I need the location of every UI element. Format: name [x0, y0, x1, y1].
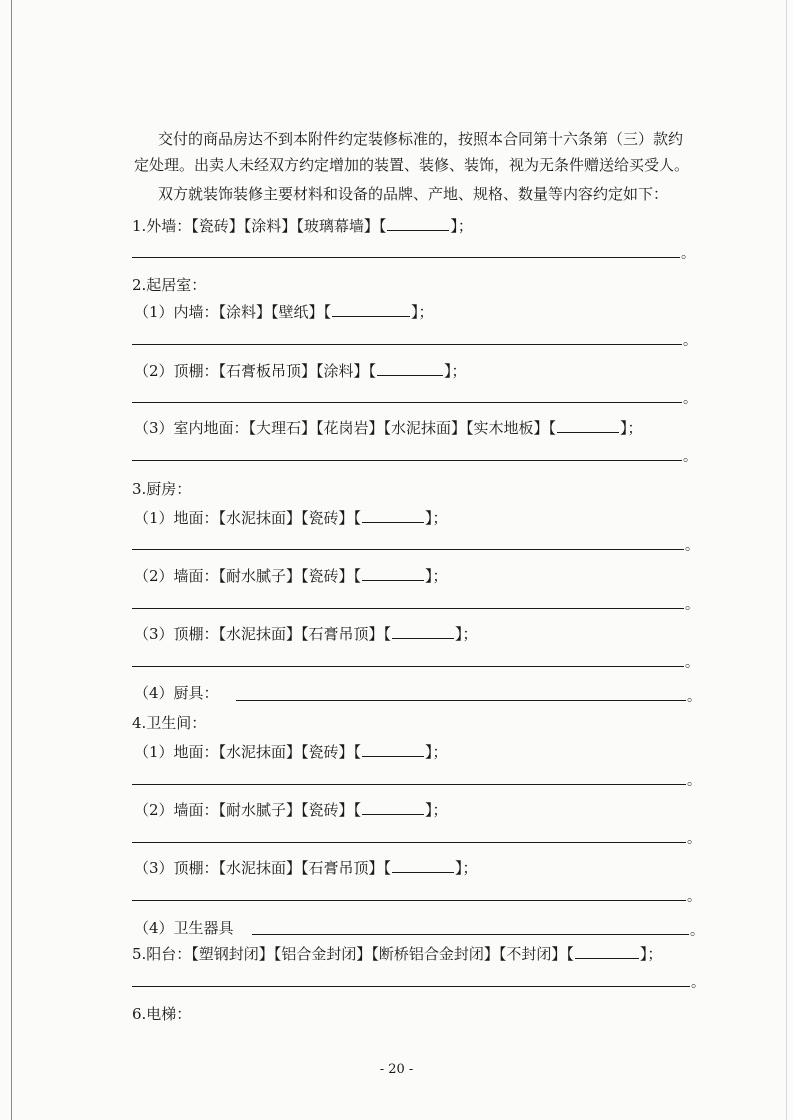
- living-ceiling-label: （2）顶棚：【石膏板吊顶】【涂料】【: [134, 362, 377, 380]
- scan-edge-right: [786, 0, 787, 1120]
- kitchen-appliances-fill-line[interactable]: [236, 700, 686, 701]
- bathroom-ceiling-options: [134, 858, 478, 878]
- bathroom-fixtures-label: （4）卫生器具: [134, 919, 234, 937]
- kitchen-ceiling-fill-line[interactable]: [132, 666, 684, 667]
- living-floor-blank[interactable]: [557, 418, 619, 433]
- bathroom-floor-options: [134, 742, 448, 762]
- kitchen-wall-label: （2）墙面：【耐水腻子】【瓷砖】【: [134, 567, 362, 585]
- living-inner-wall-label: （1）内墙：【涂料】【壁纸】【: [134, 303, 332, 321]
- living-room-heading: 2.起居室：: [132, 276, 207, 294]
- exterior-wall-options: [132, 216, 473, 236]
- bathroom-heading: 4.卫生间：: [132, 714, 207, 732]
- page-number: - 20 -: [379, 1062, 414, 1077]
- bathroom-ceiling-fill-line[interactable]: [132, 900, 686, 901]
- intro-paragraph-line-2: 定处理。出卖人未经双方约定增加的装置、装修、装饰，视为无条件赠送给买受人。: [134, 156, 690, 174]
- bathroom-floor-fill-line[interactable]: [132, 784, 686, 785]
- kitchen-floor-blank[interactable]: [362, 508, 424, 523]
- living-ceiling-blank[interactable]: [377, 361, 443, 376]
- exterior-wall-label: 1.外墙：【瓷砖】【涂料】【玻璃幕墙】【: [132, 217, 387, 235]
- bathroom-floor-label: （1）地面：【水泥抹面】【瓷砖】【: [134, 743, 362, 761]
- kitchen-wall-options: [134, 566, 448, 586]
- kitchen-ceiling-blank[interactable]: [392, 624, 454, 639]
- kitchen-floor-label: （1）地面：【水泥抹面】【瓷砖】【: [134, 509, 362, 527]
- bathroom-fixtures-period: 。: [690, 923, 704, 939]
- bathroom-wall-blank[interactable]: [362, 800, 424, 815]
- bathroom-wall-fill-line[interactable]: [132, 842, 686, 843]
- living-floor-label: （3）室内地面：【大理石】【花岗岩】【水泥抹面】【实木地板】【: [134, 419, 557, 437]
- bathroom-fixtures-fill-line[interactable]: [252, 934, 689, 935]
- balcony-period: 。: [691, 975, 705, 991]
- bathroom-ceiling-blank[interactable]: [392, 858, 454, 873]
- intro-paragraph-line-1: 交付的商品房达不到本附件约定装修标准的，按照本合同第十六条第（三）款约: [158, 130, 684, 148]
- exterior-wall-blank[interactable]: [387, 216, 449, 231]
- living-ceiling-period: 。: [683, 391, 697, 407]
- kitchen-ceiling-options: [134, 624, 478, 644]
- living-floor-options: [134, 418, 643, 438]
- bathroom-wall-options: [134, 800, 448, 820]
- kitchen-wall-period: 。: [685, 597, 699, 613]
- living-floor-period: 。: [683, 449, 697, 465]
- living-inner-wall-fill-line[interactable]: [132, 344, 682, 345]
- balcony-blank[interactable]: [575, 944, 639, 959]
- living-floor-fill-line[interactable]: [132, 460, 682, 461]
- bathroom-ceiling-label: （3）顶棚：【水泥抹面】【石膏吊顶】【: [134, 859, 392, 877]
- living-ceiling-options: [134, 361, 467, 381]
- elevator-heading: 6.电梯：: [132, 1005, 192, 1023]
- living-ceiling-fill-line[interactable]: [132, 402, 682, 403]
- balcony-fill-line[interactable]: [132, 986, 690, 987]
- bathroom-ceiling-close: 】；: [455, 859, 478, 877]
- balcony-label: 5.阳台：【塑钢封闭】【铝合金封闭】【断桥铝合金封闭】【不封闭】【: [132, 945, 574, 963]
- kitchen-wall-blank[interactable]: [362, 566, 424, 581]
- kitchen-appliances-label: （4）厨具：: [134, 684, 219, 702]
- kitchen-floor-options: [134, 508, 448, 528]
- kitchen-appliances-period: 。: [687, 689, 701, 705]
- kitchen-ceiling-label: （3）顶棚：【水泥抹面】【石膏吊顶】【: [134, 625, 392, 643]
- bathroom-floor-period: 。: [687, 773, 701, 789]
- living-inner-wall-period: 。: [683, 333, 697, 349]
- kitchen-floor-period: 。: [685, 538, 699, 554]
- kitchen-wall-close: 】；: [425, 567, 448, 585]
- kitchen-wall-fill-line[interactable]: [132, 608, 684, 609]
- bathroom-floor-close: 】；: [425, 743, 448, 761]
- exterior-wall-period: 。: [681, 246, 695, 262]
- kitchen-floor-close: 】；: [425, 509, 448, 527]
- exterior-wall-close: 】；: [450, 217, 473, 235]
- living-floor-close: 】；: [620, 419, 643, 437]
- kitchen-floor-fill-line[interactable]: [132, 549, 684, 550]
- living-inner-wall-options: [134, 302, 434, 322]
- living-inner-wall-blank[interactable]: [332, 302, 410, 317]
- bathroom-floor-blank[interactable]: [362, 742, 424, 757]
- bathroom-wall-close: 】；: [425, 801, 448, 819]
- kitchen-ceiling-close: 】；: [455, 625, 478, 643]
- living-inner-wall-close: 】；: [411, 303, 434, 321]
- kitchen-heading: 3.厨房：: [132, 480, 192, 498]
- bathroom-ceiling-period: 。: [687, 889, 701, 905]
- balcony-close: 】；: [639, 945, 663, 963]
- exterior-wall-fill-line[interactable]: [132, 257, 680, 258]
- kitchen-ceiling-period: 。: [685, 655, 699, 671]
- balcony-options: [132, 944, 662, 964]
- bathroom-wall-period: 。: [687, 831, 701, 847]
- scan-edge-left: [11, 0, 12, 1120]
- living-ceiling-close: 】；: [444, 362, 467, 380]
- intro-paragraph-2: 双方就装饰装修主要材料和设备的品牌、产地、规格、数量等内容约定如下：: [158, 185, 669, 203]
- bathroom-wall-label: （2）墙面：【耐水腻子】【瓷砖】【: [134, 801, 362, 819]
